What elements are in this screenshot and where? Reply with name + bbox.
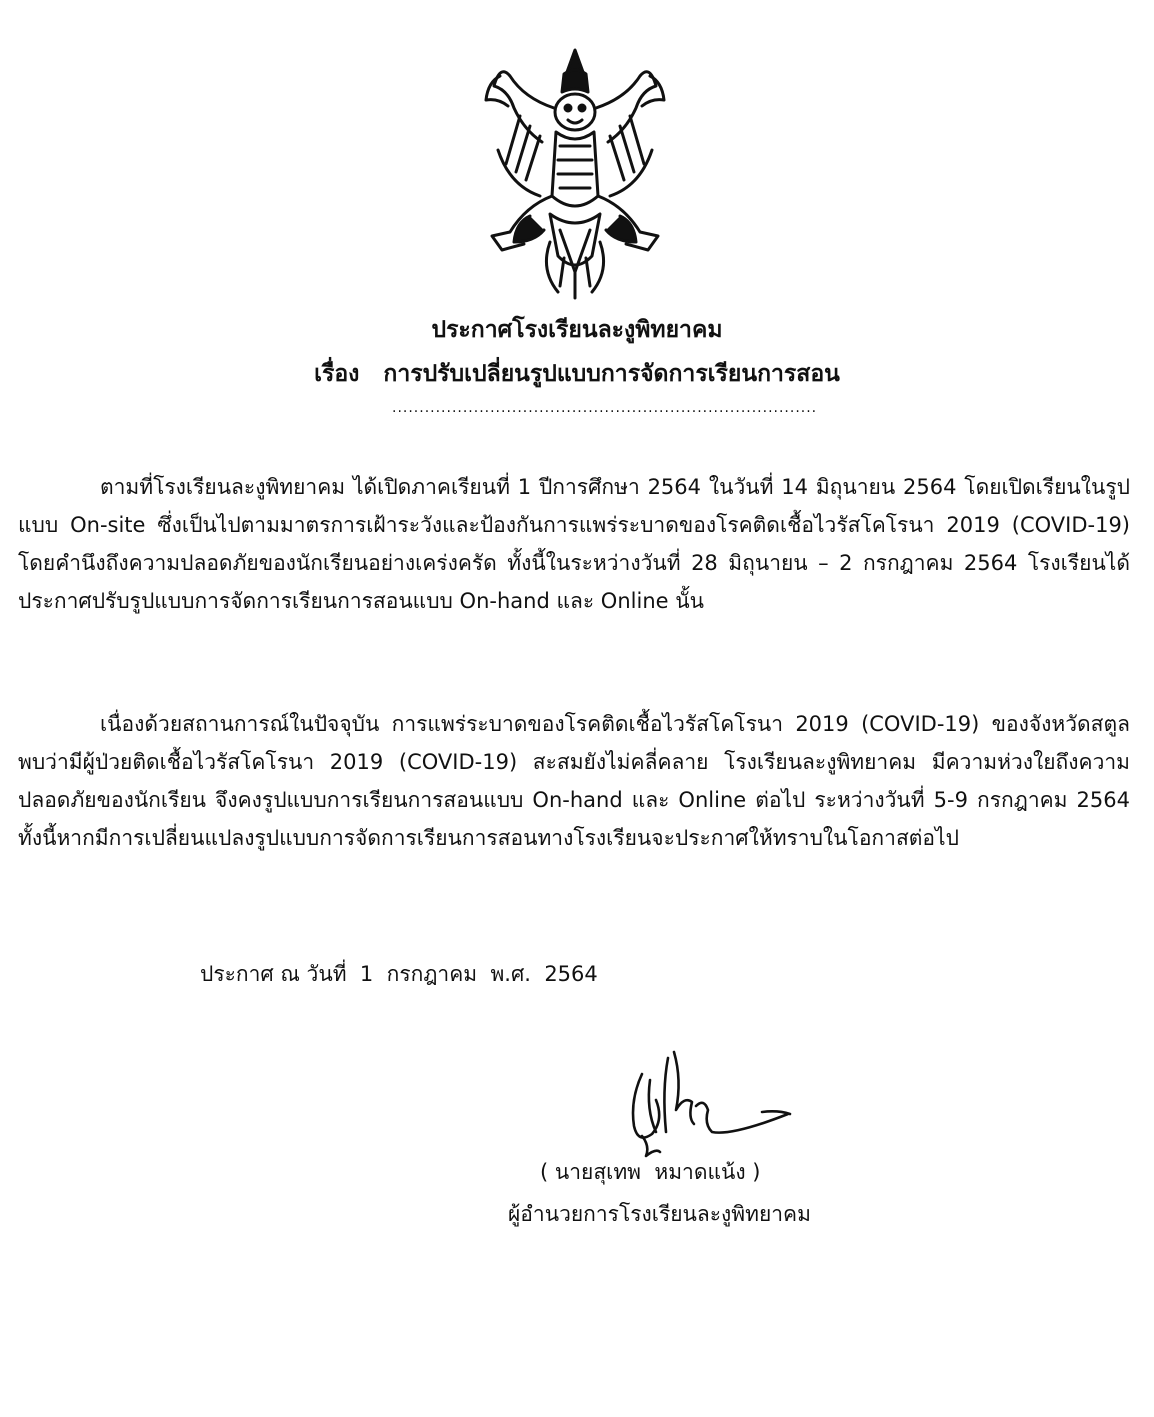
- subject-text: การปรับเปลี่ยนรูปแบบการจัดการเรียนการสอน: [383, 361, 840, 387]
- announcement-subject: [0, 358, 1154, 390]
- signer-name: ( นายสุเทพ หมาดแน้ง ): [540, 1160, 761, 1184]
- handwritten-signature: [612, 1040, 802, 1160]
- body-paragraph-2: เนื่องด้วยสถานการณ์ในปัจจุบัน การแพร่ระบาดของโรคติดเชื้อไวรัสโคโรนา 2019 (COVID-19) ของจังหวัดสตูล พบว่ามีผู้ป่วยติดเชื้อไวรัสโคโรนา 2019 (COVID-19) สะสมยังไม่คลี่คลาย โรงเรียนละงูพิทยาคม มีความห่วงใยถึงความปลอดภัยของนักเรียน จึงคงรูปแบบการเรียนการสอนแบบ On-hand และ Online ต่อไป ระหว่างวันที่ 5-9 กรกฎาคม 2564 ทั้งนี้หากมีการเปลี่ยนแปลงรูปแบบการจัดการเรียนการสอนทางโรงเรียนจะประกาศให้ทราบในโอกาสต่อไป: [18, 712, 1130, 850]
- announcement-date: ประกาศ ณ วันที่ 1 กรกฎาคม พ.ศ. 2564: [200, 962, 598, 986]
- announcement-heading: [0, 314, 1154, 346]
- garuda-emblem-icon: [480, 46, 670, 302]
- body-paragraph-1: ตามที่โรงเรียนละงูพิทยาคม ได้เปิดภาคเรียนที่ 1 ปีการศึกษา 2564 ในวันที่ 14 มิถุนายน 2564 โดยเปิดเรียนในรูปแบบ On-site ซึ่งเป็นไปตามมาตรการเฝ้าระวังและป้องกันการแพร่ระบาดของโรคติดเชื้อไวรัสโคโรนา 2019 (COVID-19) โดยคำนึงถึงความปลอดภัยของนักเรียนอย่างเคร่งครัด ทั้งนี้ในระหว่างวันที่ 28 มิถุนายน – 2 กรกฎาคม 2564 โรงเรียนได้ประกาศปรับรูปแบบการจัดการเรียนการสอนแบบ On-hand และ Online นั้น: [18, 475, 1130, 613]
- subject-label: เรื่อง: [314, 361, 360, 387]
- dotted-separator: ..............................................................................: [392, 400, 818, 416]
- heading-title: ประกาศโรงเรียนละงูพิทยาคม: [431, 317, 723, 343]
- signer-title: ผู้อำนวยการโรงเรียนละงูพิทยาคม: [508, 1202, 811, 1226]
